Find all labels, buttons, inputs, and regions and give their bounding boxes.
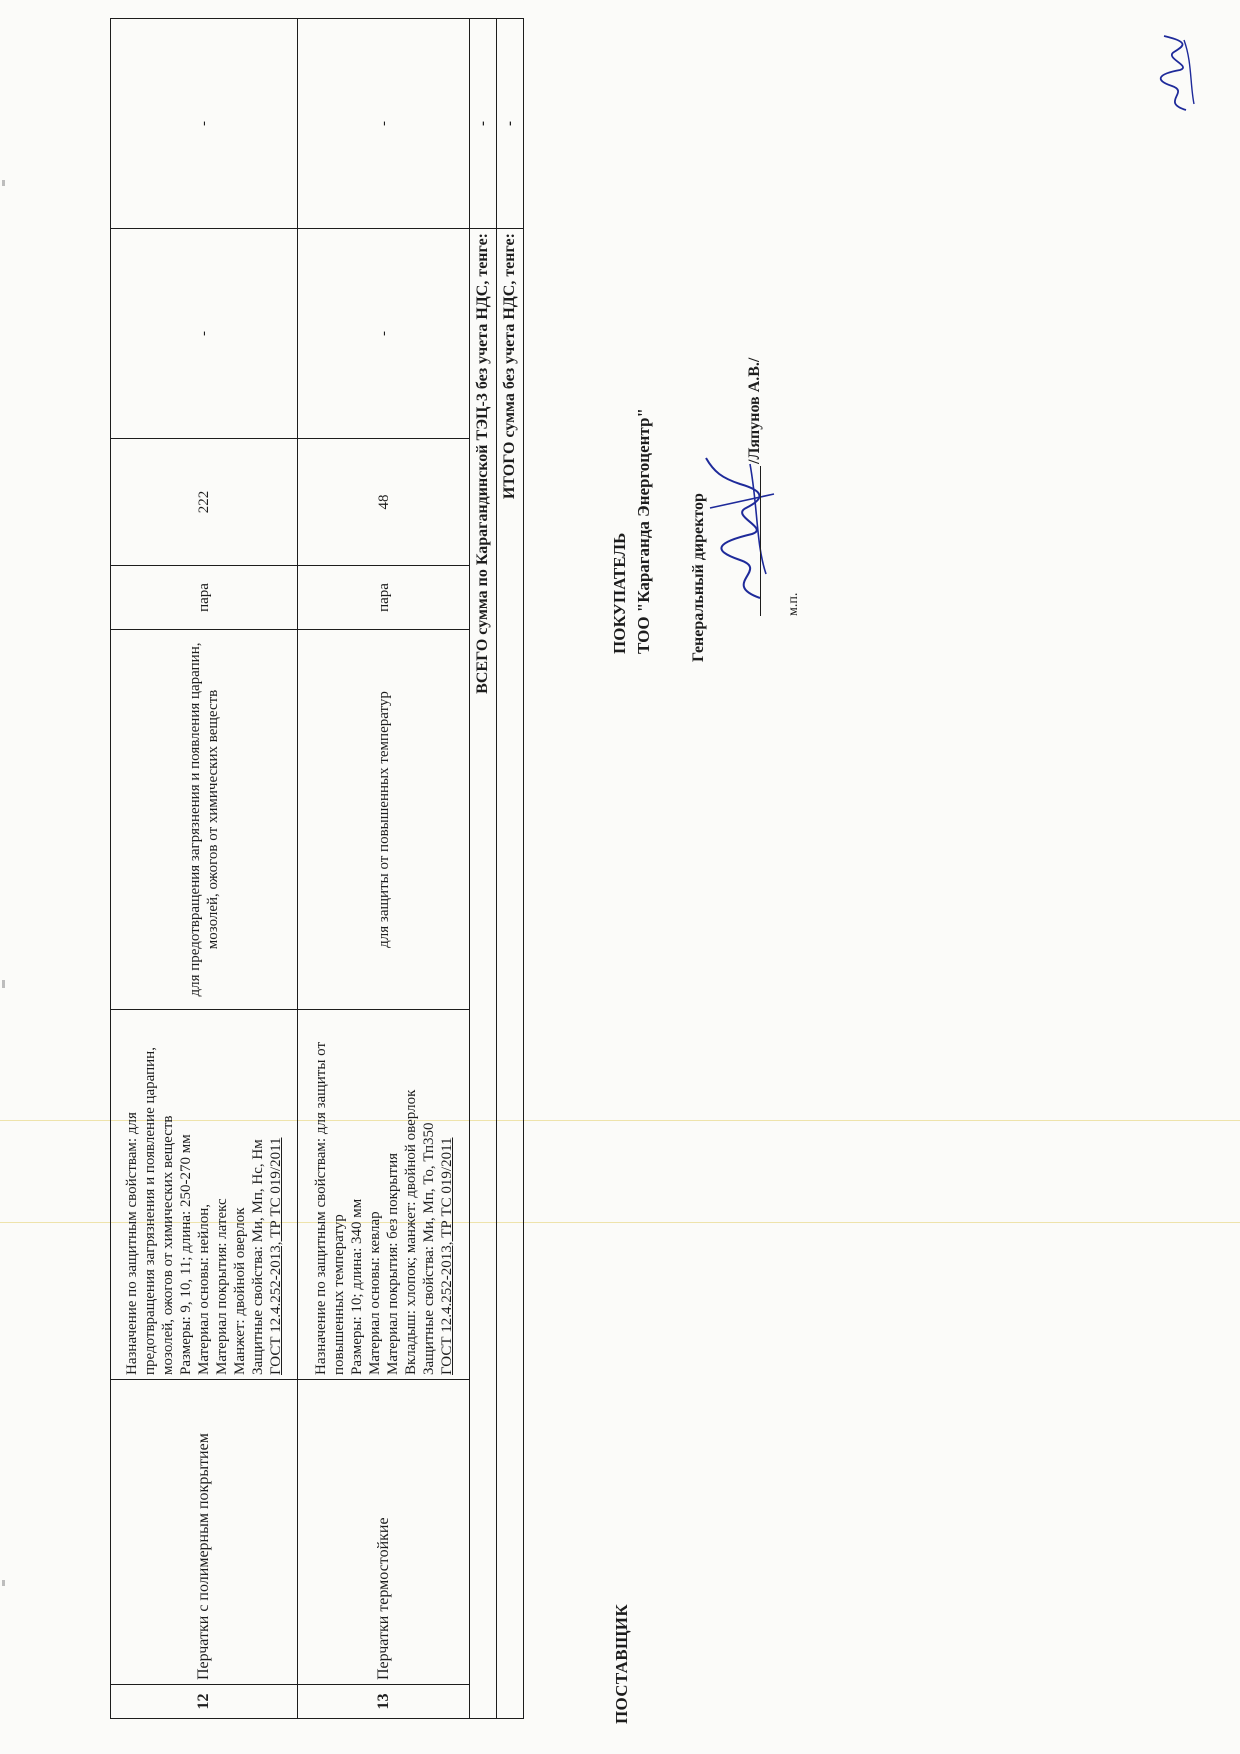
- description-line: Назначение по защитным свойствам: для защиты от: [312, 1041, 329, 1375]
- description-line: Материал основы: кевлар: [366, 1211, 383, 1375]
- description-line: Размеры: 10; длина: 340 мм: [348, 1198, 365, 1375]
- item-purpose: для защиты от повышенных температур: [298, 630, 470, 1010]
- total-row: [497, 19, 524, 1719]
- handwritten-initials: [1150, 34, 1200, 114]
- description-line: Материал покрытия: латекс: [214, 1198, 230, 1375]
- item-quantity: 222: [111, 439, 298, 566]
- description-line: предотвращения загрязнения и появление царапин,: [142, 1047, 158, 1375]
- supplier-label: ПОСТАВЩИК: [612, 1604, 631, 1724]
- item-unit: пара: [298, 566, 470, 630]
- description-line: Назначение по защитным свойствам: для: [124, 1112, 140, 1375]
- grand-total-value: -: [497, 19, 524, 229]
- table-row: [111, 19, 298, 1719]
- stamp-place: м.п.: [786, 592, 801, 616]
- director-position: Генеральный директор: [690, 493, 707, 662]
- spec-table: [110, 18, 524, 1719]
- description-line: повышенных температур: [330, 1214, 347, 1375]
- item-name: Перчатки с полимерным покрытием: [111, 1380, 298, 1685]
- row-number: 12: [111, 1685, 298, 1719]
- item-sum: -: [298, 19, 470, 229]
- item-price: -: [111, 229, 298, 439]
- item-quantity: 48: [298, 439, 470, 566]
- description-line: Защитные свойства: Ми, Мп, То, Тп350: [420, 1122, 437, 1375]
- description-line: ГОСТ 12.4.252-2013, ТР ТС 019/2011: [268, 1137, 284, 1375]
- table-row: [298, 19, 470, 1719]
- item-name: Перчатки термостойкие: [298, 1380, 470, 1685]
- buyer-company: ТОО "Караганда Энергоцентр": [634, 408, 653, 654]
- description-line: Размеры: 9, 10, 11; длина: 250-270 мм: [178, 1134, 194, 1375]
- total-value: -: [470, 19, 497, 229]
- description-line: Защитные свойства: Ми, Мп, Нс, Нм: [250, 1139, 266, 1375]
- buyer-label: ПОКУПАТЕЛЬ: [610, 532, 629, 654]
- item-purpose: для предотвращения загрязнения и появления царапин, мозолей, ожогов от химических веществ: [111, 630, 298, 1010]
- description-line: Вкладыш: хлопок; манжет: двойной оверлок: [402, 1089, 419, 1375]
- total-row: [470, 19, 497, 1719]
- director-name: /Ляпунов А.В./: [746, 357, 763, 464]
- item-sum: -: [111, 19, 298, 229]
- buyer-block: [608, 408, 656, 654]
- item-unit: пара: [111, 566, 298, 630]
- row-number: 13: [298, 1685, 470, 1719]
- grand-total-label: ИТОГО сумма без учета НДС, тенге:: [497, 229, 524, 1719]
- description-line: Материал основы: нейлон,: [196, 1204, 212, 1375]
- signature-line: [760, 466, 761, 616]
- director-signature: [700, 454, 780, 604]
- item-description: [298, 1010, 470, 1380]
- item-price: -: [298, 229, 470, 439]
- description-line: ГОСТ 12.4.252-2013, ТР ТС 019/2011: [438, 1137, 455, 1375]
- description-line: мозолей, ожогов от химических веществ: [160, 1115, 176, 1375]
- item-description: [111, 1010, 298, 1380]
- description-line: Материал покрытия: без покрытия: [384, 1153, 401, 1375]
- description-line: Манжет: двойной оверлок: [232, 1207, 248, 1375]
- total-label: ВСЕГО сумма по Карагандинской ТЭЦ-3 без учета НДС, тенге:: [470, 229, 497, 1719]
